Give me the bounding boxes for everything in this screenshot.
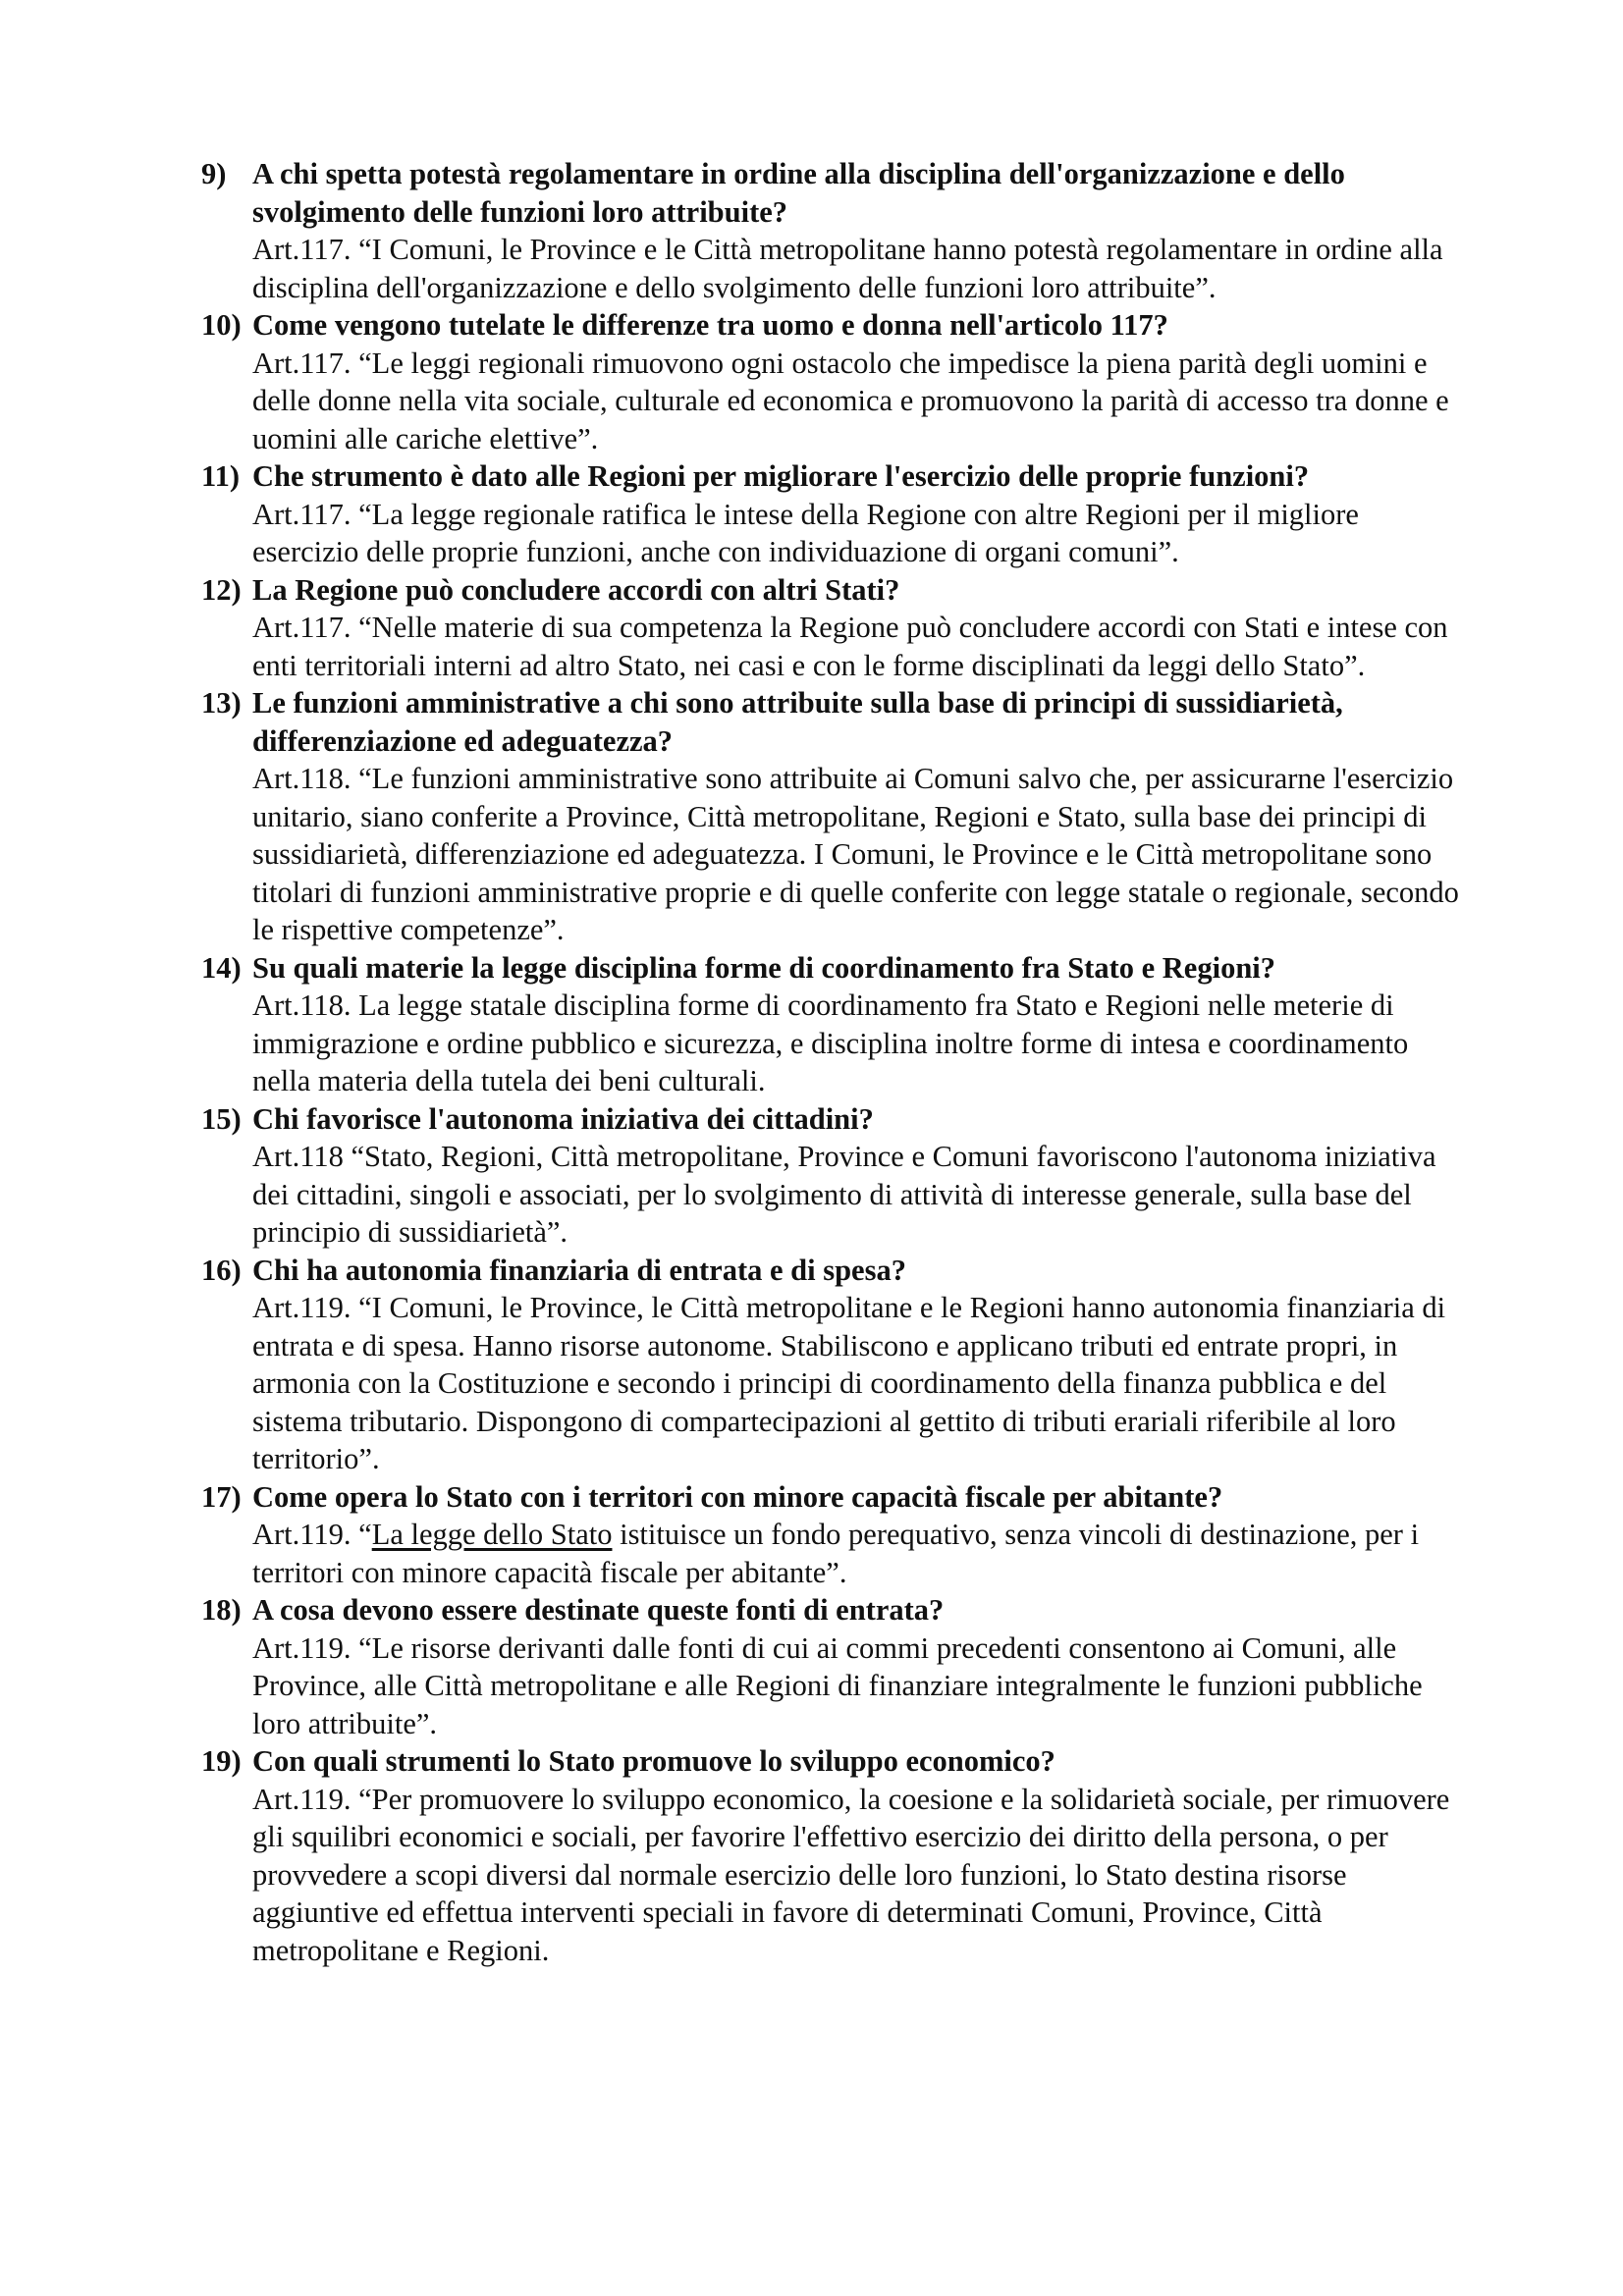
question-16 xyxy=(201,1252,1468,1290)
answer-19: Art.119. “Per promuovere lo sviluppo economico, la coesione e la solidarietà sociale, per rimuovere gli squilibri economici e sociali, per favorire l'effettivo esercizio dei diritto della persona, o per provvedere a scopi diversi dal normale esercizio delle loro funzioni, lo Stato destina risorse aggiuntive ed effettua interventi speciali in favore di determinati Comuni, Province, Città metropolitane e Regioni. xyxy=(252,1782,1450,1967)
qa-item-18 xyxy=(201,1591,1468,1742)
question-13 xyxy=(201,684,1468,760)
question-9 xyxy=(201,155,1468,231)
answer-11: Art.117. “La legge regionale ratifica le intese della Regione con altre Regioni per il migliore esercizio delle proprie funzioni, anche con individuazione di organi comuni”. xyxy=(252,497,1359,568)
answer-18: Art.119. “Le risorse derivanti dalle fonti di cui ai commi precedenti consentono ai Comuni, alle Province, alle Città metropolitane e alle Regioni di finanziare integralmente le funzioni pubbliche loro attribuite”. xyxy=(252,1630,1423,1740)
question-17 xyxy=(201,1478,1468,1517)
answer-14: Art.118. La legge statale disciplina forme di coordinamento fra Stato e Regioni nelle meterie di immigrazione e ordine pubblico e sicurezza, e disciplina inoltre forme di intesa e coordinamento nella materia della tutela dei beni culturali. xyxy=(252,988,1409,1097)
question-number: 16) xyxy=(201,1253,242,1287)
question-number: 19) xyxy=(201,1744,242,1778)
answer-9: Art.117. “I Comuni, le Province e le Città metropolitane hanno potestà regolamentare in ordine alla disciplina dell'organizzazione e dello svolgimento delle funzioni loro attribuite”. xyxy=(252,233,1443,304)
underlined-text: La legge dello Stato xyxy=(371,1518,613,1551)
answer-12: Art.117. “Nelle materie di sua competenza la Regione può concludere accordi con Stati e intese con enti territoriali interni ad altro Stato, nei casi e con le forme disciplinati da leggi dello Stato”. xyxy=(252,611,1448,682)
question-number: 18) xyxy=(201,1593,242,1627)
question-18 xyxy=(201,1591,1468,1629)
question-text: Come opera lo Stato con i territori con minore capacità fiscale per abitante? xyxy=(252,1479,1223,1514)
question-text: Le funzioni amministrative a chi sono attribuite sulla base di principi di sussidiarietà, differenziazione ed adeguatezza? xyxy=(252,686,1343,758)
qa-item-17 xyxy=(201,1478,1468,1592)
question-number: 9) xyxy=(201,157,227,190)
qa-item-14 xyxy=(201,949,1468,1100)
answer-17 xyxy=(201,1516,1468,1591)
question-text: Chi ha autonomia finanziaria di entrata e di spesa? xyxy=(252,1253,906,1287)
qa-item-10 xyxy=(201,306,1468,457)
qa-item-9 xyxy=(201,155,1468,306)
answer-15: Art.118 “Stato, Regioni, Città metropolitane, Province e Comuni favoriscono l'autonoma iniziativa dei cittadini, singoli e associati, per lo svolgimento di attività di interesse generale, sulla base del principio di sussidiarietà”. xyxy=(252,1140,1436,1249)
question-number: 13) xyxy=(201,686,242,720)
question-10 xyxy=(201,306,1468,345)
question-number: 12) xyxy=(201,572,242,607)
answer-10: Art.117. “Le leggi regionali rimuovono ogni ostacolo che impedisce la piena parità degli uomini e delle donne nella vita sociale, culturale ed economica e promuovono la parità di accesso tra donne e uomini alle cariche elettive”. xyxy=(252,346,1449,455)
answer-13: Art.118. “Le funzioni amministrative sono attribuite ai Comuni salvo che, per assicurarne l'esercizio unitario, siano conferite a Province, Città metropolitane, Regioni e Stato, sulla base dei principi di sussidiarietà, differenziazione ed adeguatezza. I Comuni, le Province e le Città metropolitane sono titolari di funzioni amministrative proprie e di quelle conferite con legge statale o regionale, secondo le rispettive competenze”. xyxy=(252,762,1459,946)
question-number: 11) xyxy=(201,459,240,493)
question-text: Chi favorisce l'autonoma iniziativa dei cittadini? xyxy=(252,1101,874,1136)
question-text: Che strumento è dato alle Regioni per migliorare l'esercizio delle proprie funzioni? xyxy=(252,459,1310,493)
question-text: Con quali strumenti lo Stato promuove lo sviluppo economico? xyxy=(252,1744,1055,1778)
question-11 xyxy=(201,457,1468,496)
answer-prefix: Art.119. “ xyxy=(252,1518,372,1551)
qa-item-11 xyxy=(201,457,1468,571)
qa-item-12 xyxy=(201,571,1468,685)
question-14 xyxy=(201,949,1468,988)
question-19 xyxy=(201,1742,1468,1781)
question-12 xyxy=(201,571,1468,610)
qa-item-13 xyxy=(201,684,1468,949)
question-15 xyxy=(201,1100,1468,1139)
question-text: Su quali materie la legge disciplina forme di coordinamento fra Stato e Regioni? xyxy=(252,950,1276,985)
document-page xyxy=(201,155,1468,1969)
qa-item-16 xyxy=(201,1252,1468,1478)
qa-item-15 xyxy=(201,1100,1468,1252)
question-text: Come vengono tutelate le differenze tra uomo e donna nell'articolo 117? xyxy=(252,308,1168,342)
question-number: 14) xyxy=(201,950,242,985)
answer-16: Art.119. “I Comuni, le Province, le Città metropolitane e le Regioni hanno autonomia finanziaria di entrata e di spesa. Hanno risorse autonome. Stabiliscono e applicano tributi ed entrate propri, in armonia con la Costituzione e secondo i principi di coordinamento della finanza pubblica e del sistema tributario. Dispongono di compartecipazioni al gettito di tributi erariali riferibile al loro territorio”. xyxy=(252,1291,1446,1475)
answer-suffix: istituisce un fondo perequativo, senza vincoli di destinazione, per i territori con minore capacità fiscale per abitante”. xyxy=(252,1518,1420,1589)
question-text: A chi spetta potestà regolamentare in ordine alla disciplina dell'organizzazione e dello svolgimento delle funzioni loro attribuite? xyxy=(252,157,1345,229)
question-number: 17) xyxy=(201,1479,242,1514)
question-number: 15) xyxy=(201,1101,242,1136)
question-text: A cosa devono essere destinate queste fonti di entrata? xyxy=(252,1593,945,1627)
question-text: La Regione può concludere accordi con altri Stati? xyxy=(252,572,900,607)
qa-item-19 xyxy=(201,1742,1468,1969)
question-number: 10) xyxy=(201,308,242,342)
